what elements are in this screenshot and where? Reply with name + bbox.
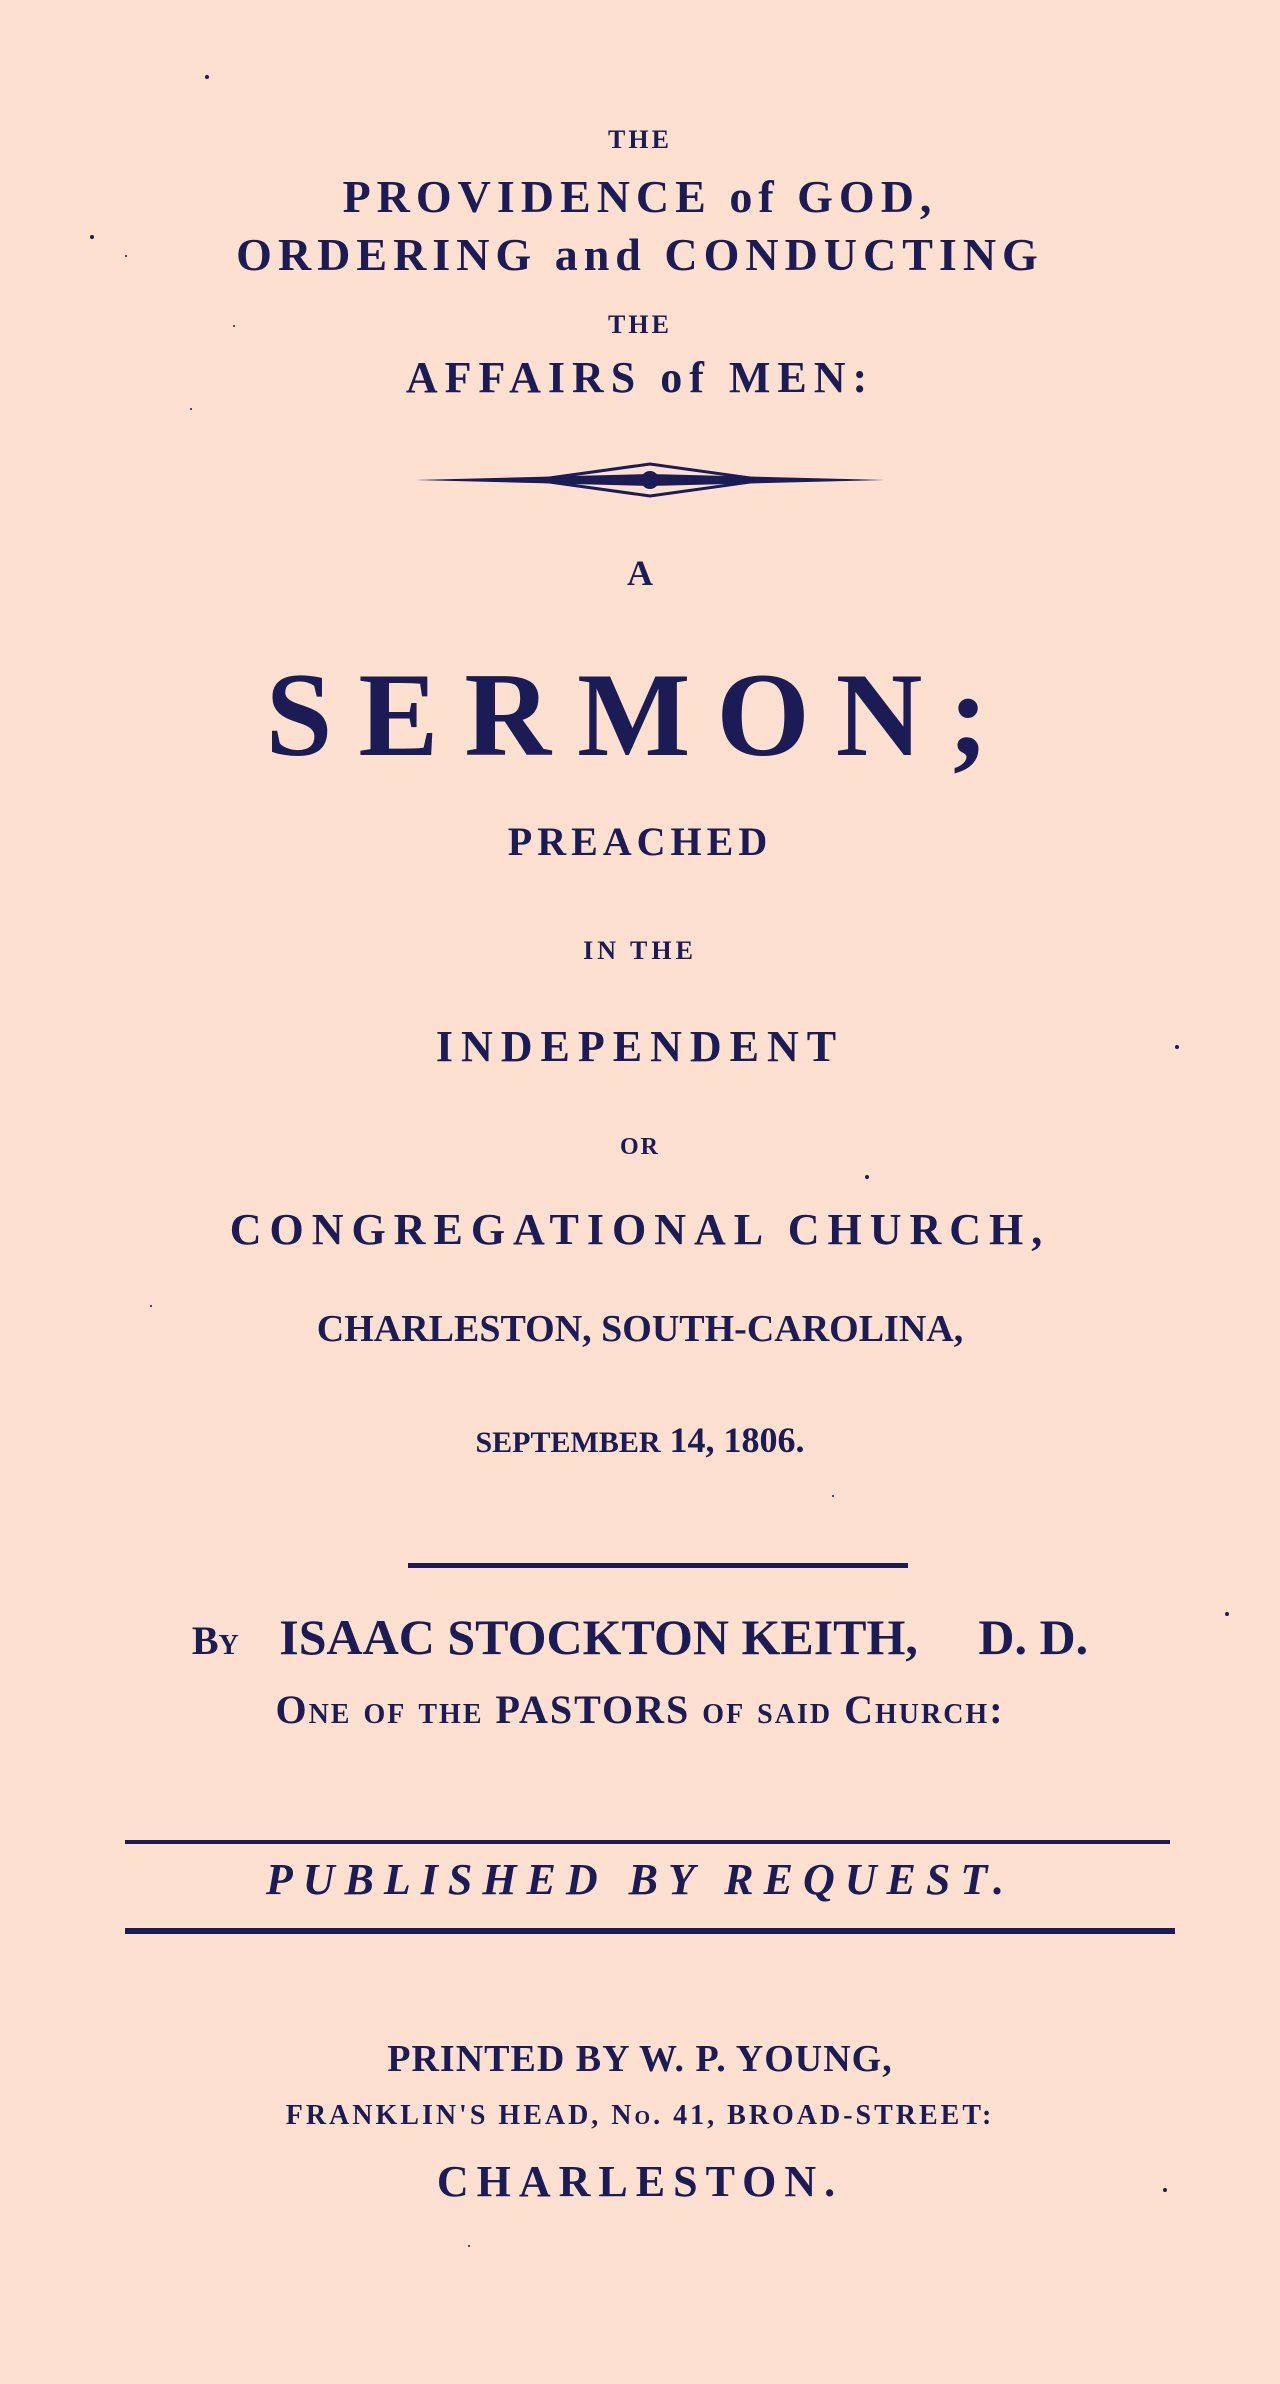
- published-by-request: PUBLISHED BY REQUEST.: [265, 1855, 1015, 1904]
- sermon-heading: SERMON;: [265, 648, 1015, 781]
- date-line: [0, 1422, 1280, 1458]
- the-heading-2: THE: [608, 310, 672, 339]
- title-ordering-line: ORDERING and CONDUCTING: [236, 229, 1044, 280]
- date-rest: 14, 1806.: [669, 1420, 805, 1460]
- by-label: By: [191, 1618, 239, 1663]
- church-label: CONGREGATIONAL CHURCH,: [229, 1205, 1051, 1254]
- ink-speck: [865, 1175, 869, 1179]
- printer-line: PRINTED BY W. P. YOUNG,: [387, 2038, 893, 2080]
- ink-speck: [1175, 1045, 1179, 1049]
- ink-speck: [150, 1305, 152, 1307]
- place-label: CHARLESTON, SOUTH-CAROLINA,: [316, 1308, 964, 1350]
- preached-label: PREACHED: [507, 819, 773, 864]
- ink-speck: [233, 325, 235, 327]
- ornamental-divider: [415, 460, 885, 500]
- ink-speck: [90, 235, 94, 239]
- ink-speck: [1225, 1612, 1229, 1616]
- divider-short: [408, 1563, 908, 1568]
- author-degree: D. D.: [978, 1609, 1089, 1665]
- or-label: OR: [620, 1134, 660, 1160]
- ink-speck: [1163, 2188, 1167, 2192]
- ink-speck: [125, 255, 127, 257]
- city-label: CHARLESTON.: [436, 2157, 844, 2206]
- divider-bottom: [125, 1928, 1175, 1934]
- independent-label: INDEPENDENT: [435, 1022, 845, 1071]
- ink-speck: [468, 2245, 470, 2247]
- pastor-line: One of the PASTORS of said Church:: [275, 1687, 1005, 1732]
- title-affairs-line: AFFAIRS of MEN:: [405, 353, 875, 402]
- author-name: ISAAC STOCKTON KEITH,: [279, 1609, 918, 1665]
- date-month: SEPTEMBER: [475, 1426, 661, 1459]
- article-a: A: [627, 553, 653, 593]
- author-line: [0, 1609, 1280, 1665]
- ink-speck: [205, 75, 209, 79]
- title-providence-line: PROVIDENCE of GOD,: [342, 171, 938, 222]
- ink-speck: [832, 1495, 834, 1497]
- the-heading-1: THE: [608, 125, 672, 154]
- ink-speck: [190, 408, 192, 410]
- printer-address: FRANKLIN'S HEAD, No. 41, BROAD-STREET:: [285, 2100, 995, 2131]
- in-the-label: IN THE: [583, 936, 697, 965]
- divider-top: [125, 1840, 1170, 1844]
